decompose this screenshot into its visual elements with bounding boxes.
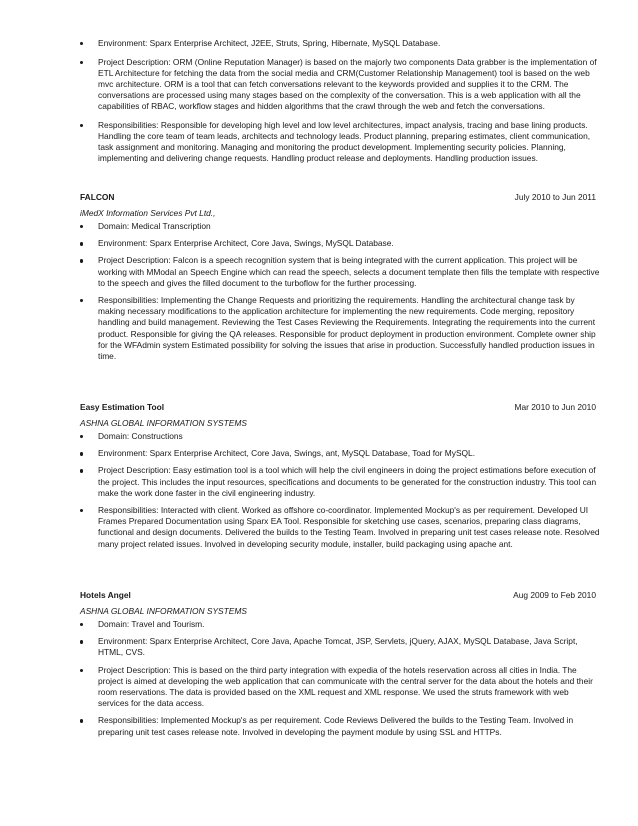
bullet-icon xyxy=(80,225,83,228)
list-item xyxy=(80,255,600,289)
bullet-icon xyxy=(80,509,83,512)
project-header-hotels-angel xyxy=(80,590,596,602)
bullet-text: Responsibilities: Interacted with client. Worked as offshore co-coordinator. Implemented Mockup's as per requirement. Developed UI Frames Prepared Documentation using Sparx EA Tool. Responsible for sketching use cases, scenarios, preparing class diagrams, functional and design documents. Delivered the builds to the Testing Team. Involved in preparing unit test cases release note. Resolved many project related issues. Involved in developing security module, installer, build packaging using apache ant. xyxy=(98,505,600,549)
bullet-icon xyxy=(80,124,83,127)
project-name: Hotels Angel xyxy=(80,590,131,600)
list-item xyxy=(80,295,600,362)
company-name: ASHNA GLOBAL INFORMATION SYSTEMS xyxy=(80,418,247,428)
list-item xyxy=(80,120,600,165)
easy-estimation-bullet-list xyxy=(80,431,600,556)
bullet-text: Project Description: ORM (Online Reputation Manager) is based on the majorly two components Data grabber is the implementation of ETL Architecture for fetching the data from the social media and CRM(Customer Relationship Management) tool is based on the web mvc architecture. ORM is a tool that can fetch conversations relevant to the keywords provided and supplies it to the CRM. The conversations are processed using many stages based on the complexity of the conversation. This is a web application with all the capabilities of RBAC, workflow stages and hidden algorithms that the crawl through the web and fetch the conversations. xyxy=(98,56,597,112)
bullet-text: Project Description: Easy estimation tool is a tool which will help the civil engineers in doing the project estimations before execution of the project. This includes the input resources, specifications and documents to be generated for the construction industry. This tool can make the work done faster in the civil engineering industry. xyxy=(98,465,597,498)
list-item xyxy=(80,221,600,232)
list-item xyxy=(80,57,600,113)
bullet-icon xyxy=(80,42,83,45)
project-name: FALCON xyxy=(80,192,115,202)
bullet-text: Project Description: Falcon is a speech recognition system that is being integrated with the current application. This project will be working with MModal an Speech Engine which can read the speech, selects a document template then fills the template with respective to the speech and gives the filled document to the turboflow for the further processing. xyxy=(98,255,600,288)
project-header-easy-estimation xyxy=(80,402,596,414)
list-item xyxy=(80,715,600,737)
company-name: iMedX Information Services Pvt Ltd., xyxy=(80,208,216,218)
list-item xyxy=(80,636,600,658)
project-dates: Mar 2010 to Jun 2010 xyxy=(514,402,596,412)
bullet-icon xyxy=(80,623,83,626)
list-item xyxy=(80,505,600,550)
bullet-icon xyxy=(80,242,83,245)
bullet-text: Environment: Sparx Enterprise Architect, J2EE, Struts, Spring, Hibernate, MySQL Database. xyxy=(98,38,441,48)
bullet-icon xyxy=(80,719,83,722)
company-name: ASHNA GLOBAL INFORMATION SYSTEMS xyxy=(80,606,247,616)
bullet-icon xyxy=(80,299,83,302)
bullet-icon xyxy=(80,452,83,455)
intro-bullet-list xyxy=(80,38,600,172)
list-item xyxy=(80,465,600,499)
bullet-text: Environment: Sparx Enterprise Architect, Core Java, Swings, MySQL Database. xyxy=(98,238,394,249)
project-header-falcon xyxy=(80,192,596,204)
bullet-icon xyxy=(80,61,83,64)
list-item xyxy=(80,238,600,249)
bullet-text: Domain: Medical Transcription xyxy=(98,221,211,231)
bullet-text: Responsibilities: Responsible for developing high level and low level architectures, impact analysis, tracing and base lining products. Handling the core team of team leads, architects and technology leads. Product planning, preparing estimates, client communication, task assignment and monitoring. Managing and monitoring the product development. Implementing security policies. Planning, implementing and delivering change requests. Handling product release and deployments. Handling production issues. xyxy=(98,119,591,164)
bullet-text: Environment: Sparx Enterprise Architect, Core Java, Swings, ant, MySQL Database, Toad for MySQL. xyxy=(98,448,476,459)
list-item xyxy=(80,665,600,710)
bullet-icon xyxy=(80,435,83,438)
bullet-icon xyxy=(80,469,83,472)
project-dates: Aug 2009 to Feb 2010 xyxy=(513,590,596,600)
bullet-icon xyxy=(80,669,83,672)
project-dates: July 2010 to Jun 2011 xyxy=(514,192,596,202)
bullet-text: Responsibilities: Implemented Mockup's as per requirement. Code Reviews Delivered the builds to the Testing Team. Involved in preparing unit test cases release note. Involved in developing the payment module by using SSL and HTTPs. xyxy=(98,715,574,737)
list-item xyxy=(80,448,600,459)
list-item xyxy=(80,431,600,442)
bullet-text: Project Description: This is based on the third party integration with expedia of the hotels reservation across all cities in India. The project is aimed at developing the web application that can communicate with the central server for the data about the hotels and their room reservations. The data is provided based on the XML request and XML response. We used the struts framework with web services for the data access. xyxy=(98,664,593,709)
bullet-text: Environment: Sparx Enterprise Architect, Core Java, Apache Tomcat, JSP, Servlets, jQuery, AJAX, MySQL Database, Java Script, HTML, CVS. xyxy=(98,636,578,658)
project-name: Easy Estimation Tool xyxy=(80,402,165,412)
bullet-text: Domain: Travel and Tourism. xyxy=(98,619,205,629)
list-item xyxy=(80,619,600,630)
list-item xyxy=(80,38,600,49)
bullet-text: Domain: Constructions xyxy=(98,431,183,441)
hotels-angel-bullet-list xyxy=(80,619,600,744)
bullet-icon xyxy=(80,259,83,262)
falcon-bullet-list xyxy=(80,221,600,368)
bullet-icon xyxy=(80,640,83,643)
bullet-text: Responsibilities: Implementing the Change Requests and prioritizing the requirements. Handling the architectural change task by making necessary modifications to the application architecture for implementing the new requirements. Code merging, repository handling and build management. Reviewing the Test Cases Reviewing the Requirements. Integrating the requirements into the current product. Responsible for giving the QA releases. Responsible for product deployment in production environment. Complete owner ship for the WFAdmin system Estimated possibility for solving the issues that arise in production. Successfully handled production issues in time. xyxy=(98,295,596,362)
